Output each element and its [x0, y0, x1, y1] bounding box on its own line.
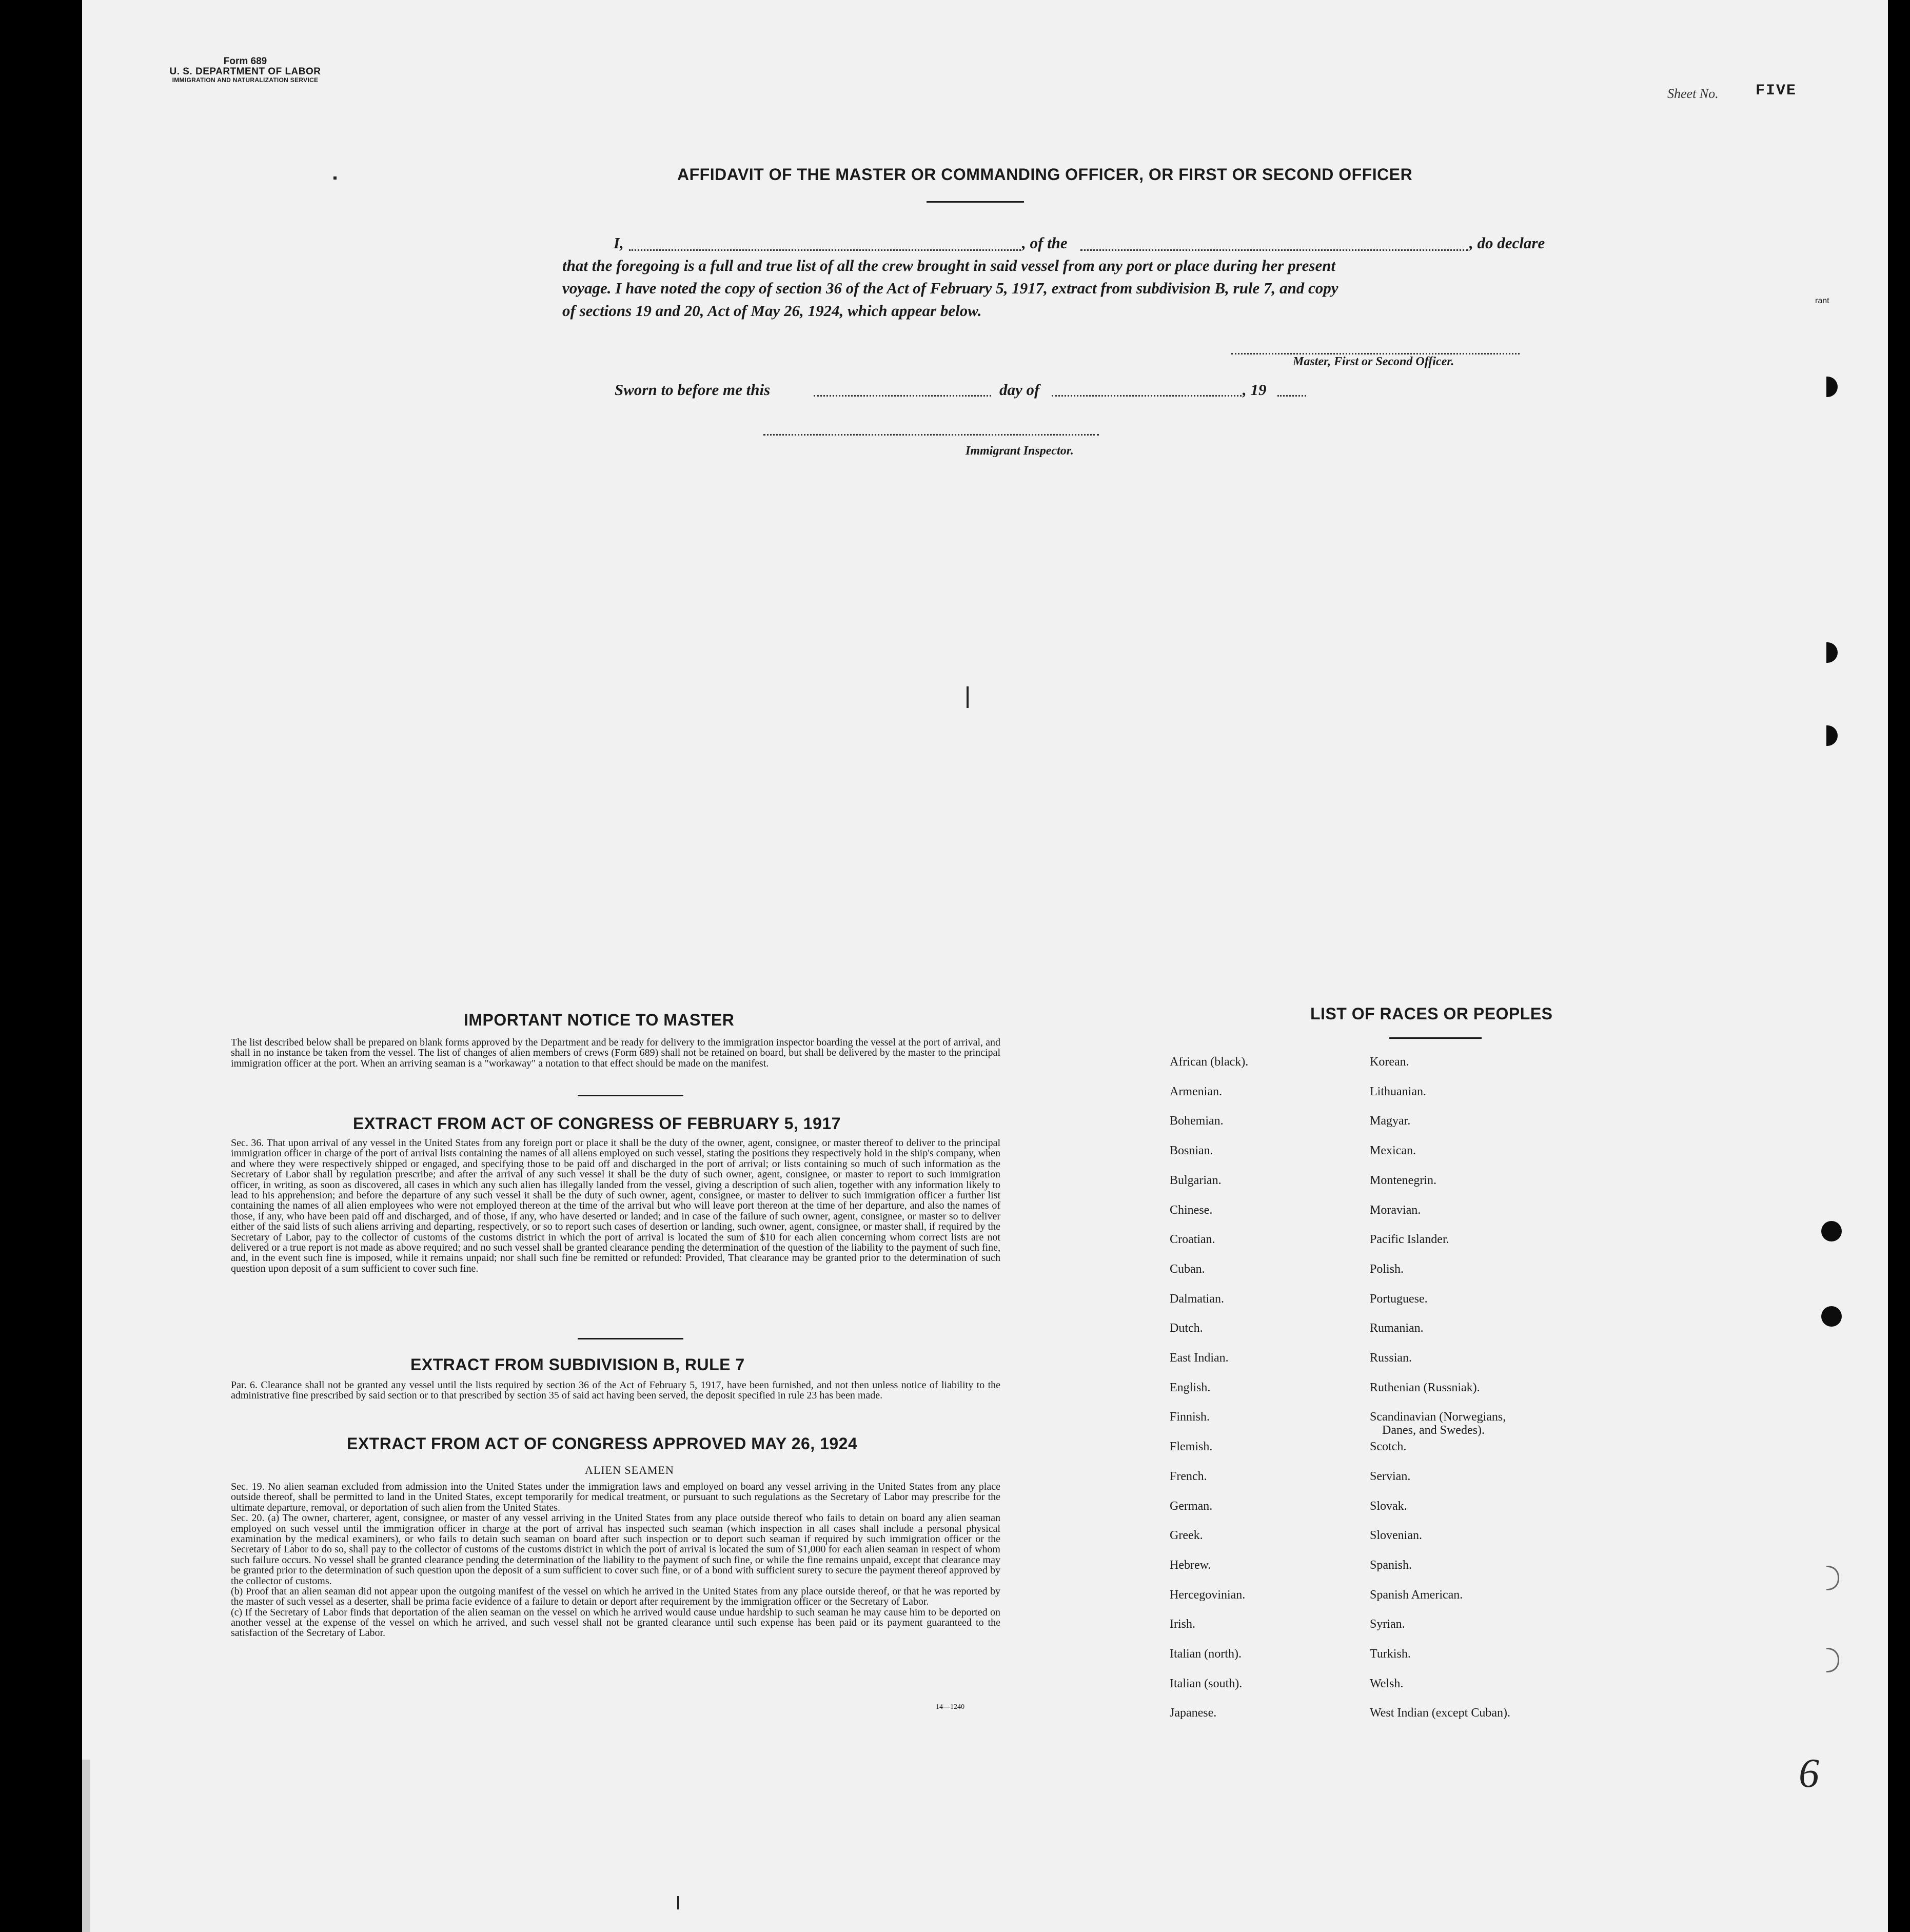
race-item: Dalmatian. — [1170, 1292, 1224, 1306]
race-item: Cuban. — [1170, 1263, 1205, 1276]
extract-1924-title: EXTRACT FROM ACT OF CONGRESS APPROVED MAY 26, 1924 — [347, 1434, 858, 1453]
binder-ring-icon — [1826, 1566, 1839, 1590]
paper-edge — [82, 1760, 90, 1932]
race-item: Japanese. — [1170, 1706, 1217, 1720]
do-declare-label: , do declare — [1469, 234, 1545, 252]
race-item: Bulgarian. — [1170, 1174, 1222, 1187]
extract-rule7-body: Par. 6. Clearance shall not be granted any vessel until the lists required by section 36 of the Act of February 5, 1917, have been furnished, and not then unless notice of liability to the administrative fine prescribed by said section or to that prescribed by section 35 of said act having been served, the deposit specified in rule 23 has been made. — [231, 1379, 1000, 1402]
affidavit-body — [562, 232, 1555, 322]
ink-speck-icon — [677, 1896, 679, 1909]
race-item: Pacific Islander. — [1370, 1233, 1449, 1246]
race-item: Scotch. — [1370, 1440, 1407, 1453]
section-rule — [578, 1338, 683, 1339]
race-item: Welsh. — [1370, 1677, 1404, 1690]
ink-speck-icon — [967, 686, 969, 708]
service-name: IMMIGRATION AND NATURALIZATION SERVICE — [172, 76, 319, 84]
title-rule — [927, 201, 1024, 203]
race-item: Mexican. — [1370, 1144, 1416, 1157]
race-item: English. — [1170, 1381, 1211, 1394]
race-item: Italian (south). — [1170, 1677, 1243, 1690]
race-item: French. — [1170, 1470, 1207, 1483]
race-item: Servian. — [1370, 1470, 1411, 1483]
binder-hole-icon — [1826, 642, 1838, 663]
races-rule — [1389, 1037, 1482, 1039]
race-item: Moravian. — [1370, 1204, 1421, 1217]
edge-fragment: rant — [1815, 297, 1829, 305]
document-page — [82, 0, 1888, 1932]
sworn-day-blank[interactable] — [814, 395, 991, 397]
race-item: Lithuanian. — [1370, 1085, 1426, 1098]
sheet-number-value: FIVE — [1756, 82, 1797, 100]
sworn-year-blank[interactable] — [1277, 395, 1306, 397]
race-item: German. — [1170, 1500, 1213, 1513]
binder-hole-icon — [1821, 1306, 1842, 1327]
race-item: Spanish. — [1370, 1559, 1412, 1572]
race-item: Bohemian. — [1170, 1114, 1224, 1128]
form-header — [153, 56, 338, 83]
race-item: Portuguese. — [1370, 1292, 1428, 1306]
of-the-label: , of the — [1022, 234, 1068, 252]
affidavit-title: AFFIDAVIT OF THE MASTER OR COMMANDING OFFICER, OR FIRST OR SECOND OFFICER — [677, 165, 1413, 184]
day-of-label: day of — [999, 381, 1040, 399]
race-item: Russian. — [1370, 1351, 1412, 1365]
inspector-signature-line[interactable] — [763, 434, 1099, 436]
sworn-label: Sworn to before me this — [615, 381, 771, 399]
year-prefix-label: , 19 — [1243, 381, 1267, 399]
race-item: Dutch. — [1170, 1322, 1203, 1335]
binder-ring-icon — [1826, 1648, 1839, 1672]
page-number-mark: 6 — [1799, 1751, 1819, 1796]
section-20c: (c) If the Secretary of Labor finds that deportation of the alien seaman on the vessel on which he arrived would cause undue hardship to such seaman he may cause him to be deported on another vessel at the expense of the vessel on which he arrived, and such vessel shall not be granted clearance until such expense has been paid or its payment guaranteed to the satisfaction of the Secretary of Labor. — [231, 1606, 1000, 1639]
ink-speck-icon — [333, 176, 337, 180]
binder-hole-icon — [1821, 1221, 1842, 1241]
race-item: Bosnian. — [1170, 1144, 1213, 1157]
name-blank[interactable] — [629, 249, 1021, 251]
affidavit-line-3: voyage. I have noted the copy of section 36 of the Act of February 5, 1917, extract from subdivision B, rule 7, and copy — [562, 279, 1338, 297]
race-item: Danes, and Swedes). — [1382, 1424, 1485, 1437]
inspector-signature-label: Immigrant Inspector. — [966, 444, 1074, 458]
notice-body: The list described below shall be prepared on blank forms approved by the Department and be ready for delivery to the immigration inspector boarding the vessel at the port of arrival, and shall in no instance be taken from the vessel. The list of changes of alien members of crews (Form 689) shall not be retained on board, but shall be delivered by the master to the principal immigration officer at the port. When an arriving seaman is a "workaway" a notation to that effect should be made on the manifest. — [231, 1037, 1000, 1069]
race-item: Chinese. — [1170, 1204, 1213, 1217]
i-label: I, — [614, 234, 624, 252]
race-item: Greek. — [1170, 1529, 1203, 1542]
race-item: East Indian. — [1170, 1351, 1229, 1365]
race-item: Italian (north). — [1170, 1647, 1242, 1661]
section-20b: (b) Proof that an alien seaman did not appear upon the outgoing manifest of the vessel on which he arrived in the United States from any place outside thereof, or that he was reported by the master of such vessel as a deserter, shall be prima facie evidence of a failure to detain or deport after requirement by the immigration officer or the Secretary of Labor. — [231, 1585, 1000, 1608]
race-item: Scandinavian (Norwegians, — [1370, 1410, 1506, 1424]
race-item: Polish. — [1370, 1263, 1404, 1276]
sworn-row — [615, 381, 770, 399]
races-title: LIST OF RACES OR PEOPLES — [1310, 1004, 1553, 1023]
extract-1917-title: EXTRACT FROM ACT OF CONGRESS OF FEBRUARY 5, 1917 — [353, 1114, 841, 1133]
race-item: Magyar. — [1370, 1114, 1411, 1128]
race-item: Armenian. — [1170, 1085, 1222, 1098]
alien-seamen-subtitle: ALIEN SEAMEN — [585, 1464, 674, 1476]
binder-hole-icon — [1826, 725, 1838, 746]
declaration-line — [562, 232, 1555, 254]
race-item: Montenegrin. — [1370, 1174, 1436, 1187]
race-item: Flemish. — [1170, 1440, 1213, 1453]
department-name: U. S. DEPARTMENT OF LABOR — [169, 66, 321, 77]
master-signature-label: Master, First or Second Officer. — [1293, 355, 1454, 368]
race-item: Hercegovinian. — [1170, 1588, 1246, 1602]
affidavit-line-4: of sections 19 and 20, Act of May 26, 1924, which appear below. — [562, 302, 982, 320]
sheet-number-label: Sheet No. — [1667, 86, 1719, 101]
race-item: Irish. — [1170, 1618, 1195, 1631]
race-item: African (black). — [1170, 1055, 1249, 1069]
form-number: Form 689 — [223, 56, 267, 67]
binder-hole-icon — [1826, 377, 1838, 397]
race-item: Hebrew. — [1170, 1559, 1211, 1572]
race-item: Rumanian. — [1370, 1322, 1424, 1335]
race-item: Turkish. — [1370, 1647, 1411, 1661]
race-item: Ruthenian (Russniak). — [1370, 1381, 1480, 1394]
notice-title: IMPORTANT NOTICE TO MASTER — [464, 1011, 735, 1029]
extract-1917-body: Sec. 36. That upon arrival of any vessel in the United States from any foreign port or place it shall be the duty of the owner, agent, consignee, or master thereof to deliver to the principal immigration officer in charge of the port of arrival lists containing the names of all aliens employed on such vessel, stating the positions they respectively hold in the ship's company, when and where they were respectively shipped or engaged, and specifying those to be paid off and discharged in the port of arrival; or lists containing so much of such information as the Secretary of Labor shall by regulation prescribe; and after the arrival of any such vessel it shall be the duty of such owner, agent, consignee, or master to report to such immigration officer, in writing, as soon as discovered, all cases in which any such alien has illegally landed from the vessel, giving a description of such alien, together with any information likely to lead to his apprehension; and before the departure of any such vessel it shall be the duty of such owner, agent, consignee, or master to deliver to such immigration officer a further list containing the names of all alien employees who were not employed thereon at the time of the arrival but who will leave port thereon at the time of her departure, and also the names of those, if any, who have been paid off and discharged, and of those, if any, who have deserted or landed; and in case of the failure of such owner, agent, consignee, or master so to deliver either of the said lists of such aliens arriving and departing, respectively, or so to report such cases of desertion or landing, such owner, agent, consignee, or master shall, if required by the Secretary of Labor, pay to the collector of customs of the customs district in which the port of arrival is located the sum of $10 for each alien concerning whom correct lists are not delivered or a true report is not made as above required; and no such vessel shall be granted clearance pending the determination of the question of the liability to the payment of such fine, and, in the event such fine is imposed, while it remains unpaid; nor shall such fine be remitted or refunded: Provided, That clearance may be granted prior to the determination of such question upon deposit of a sum sufficient to cover such fine. — [231, 1137, 1000, 1274]
extract-rule7-title: EXTRACT FROM SUBDIVISION B, RULE 7 — [410, 1355, 745, 1374]
race-item: Croatian. — [1170, 1233, 1215, 1246]
race-item: Slovak. — [1370, 1500, 1407, 1513]
race-item: Syrian. — [1370, 1618, 1405, 1631]
vessel-blank[interactable] — [1080, 249, 1468, 251]
sworn-month-blank[interactable] — [1052, 395, 1242, 397]
race-item: Spanish American. — [1370, 1588, 1463, 1602]
master-signature-line[interactable] — [1231, 353, 1520, 354]
section-20a: Sec. 20. (a) The owner, charterer, agent, consignee, or master of any vessel arriving in the United States from any place outside thereof who fails to detain on board any alien seaman employed on such vessel until the immigration officer in charge at the port of arrival has inspected such seaman (which inspection in all cases shall include a personal physical examination by the medical examiners), or who fails to detain such seaman on board after such inspection or to deport such seaman if required by such immigration officer or the Secretary of Labor to do so, shall pay to the collector of customs of the customs district in which the port of arrival is located the sum of $1,000 for each alien seaman in respect of whom such failure occurs. No vessel shall be granted clearance pending the determination of the liability to the payment of such fine, or while the fine remains unpaid, except that clearance may be granted prior to the determination of such question upon the deposit of a sum sufficient to cover such fine, or of a bond with sufficient surety to secure the payment thereof approved by the collector of customs. — [231, 1512, 1000, 1587]
race-item: Slovenian. — [1370, 1529, 1422, 1542]
affidavit-line-2: that the foregoing is a full and true list of all the crew brought in said vessel from any port or place during her present — [562, 257, 1336, 274]
section-rule — [578, 1095, 683, 1096]
race-item: Finnish. — [1170, 1410, 1210, 1424]
section-19: Sec. 19. No alien seaman excluded from admission into the United States under the immigration laws and employed on board any vessel arriving in the United States from any place outside thereof, shall be permitted to land in the United States, except temporarily for medical treatment, or pursuant to such regulations as the Secretary of Labor may prescribe for the ultimate departure, removal, or deportation of such alien from the United States. — [231, 1481, 1000, 1513]
extract-1924-body — [231, 1482, 1000, 1639]
race-item: Korean. — [1370, 1055, 1409, 1069]
race-item: West Indian (except Cuban). — [1370, 1706, 1510, 1720]
form-code: 14—1240 — [936, 1703, 964, 1711]
